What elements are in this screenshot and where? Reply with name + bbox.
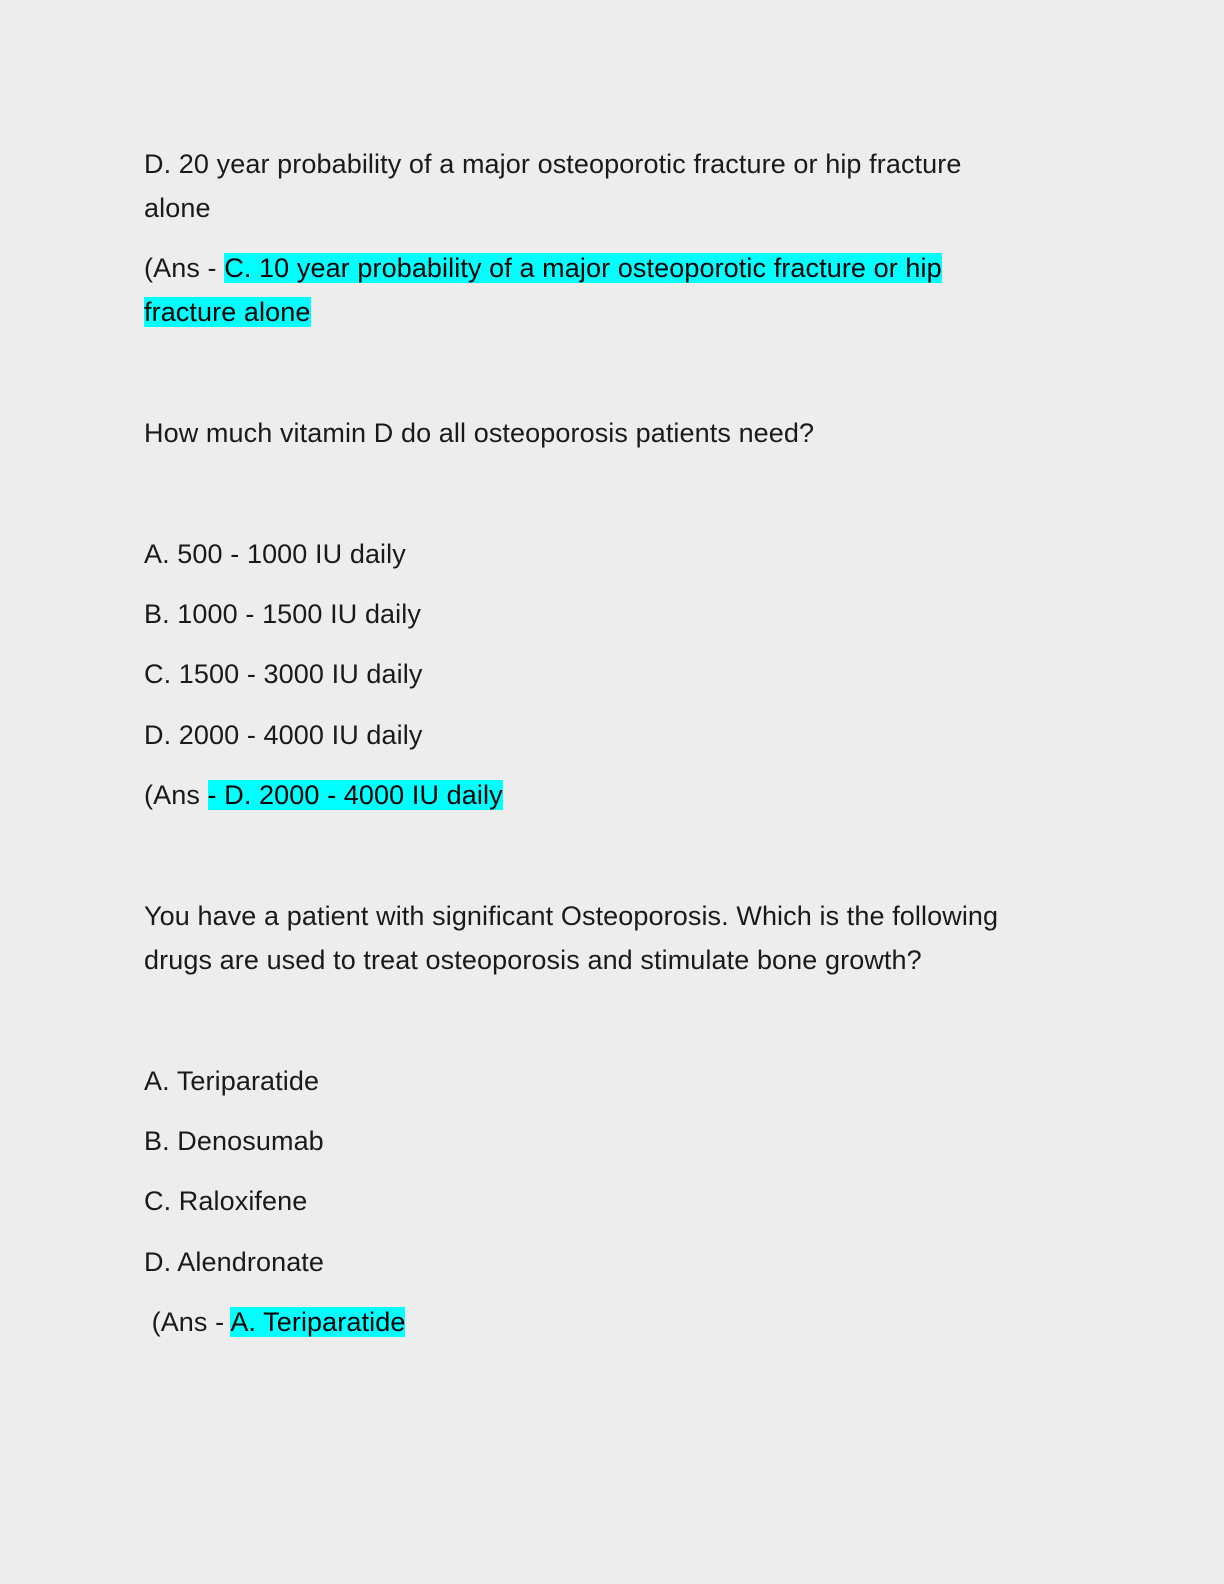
q1-answer-line1 — [144, 246, 942, 290]
q3-option-c: C. Raloxifene — [144, 1186, 308, 1216]
q1-answer-highlight-cont: fracture alone — [144, 297, 311, 327]
q3-answer-prefix: (Ans - — [144, 1307, 231, 1337]
q2-option-d: D. 2000 - 4000 IU daily — [144, 720, 423, 750]
q2-option-c: C. 1500 - 3000 IU daily — [144, 659, 423, 689]
q3-answer-highlight: A. Teriparatide — [230, 1307, 406, 1337]
q2-option-b: B. 1000 - 1500 IU daily — [144, 599, 421, 629]
q1-option-d-line2: alone — [144, 193, 211, 223]
q2-answer-prefix: (Ans — [144, 780, 208, 810]
q2-option-a: A. 500 - 1000 IU daily — [144, 539, 406, 569]
q3-option-a: A. Teriparatide — [144, 1066, 320, 1096]
q3-option-b: B. Denosumab — [144, 1126, 324, 1156]
q3-option-d: D. Alendronate — [144, 1247, 325, 1277]
q1-answer-prefix: (Ans - — [144, 253, 225, 283]
q1-answer-highlight: C. 10 year probability of a major osteoporotic fracture or hip — [224, 253, 942, 283]
q3-question-line2: drugs are used to treat osteoporosis and stimulate bone growth? — [144, 945, 922, 975]
q3-answer — [144, 1300, 405, 1344]
q1-option-d-line1: D. 20 year probability of a major osteoporotic fracture or hip fracture — [144, 149, 962, 179]
q2-answer-highlight: - D. 2000 - 4000 IU daily — [207, 780, 503, 810]
q2-question: How much vitamin D do all osteoporosis patients need? — [144, 418, 815, 448]
q2-answer — [144, 773, 503, 817]
q1-answer-line2 — [144, 290, 311, 334]
q3-question-line1: You have a patient with significant Osteoporosis. Which is the following — [144, 901, 999, 931]
